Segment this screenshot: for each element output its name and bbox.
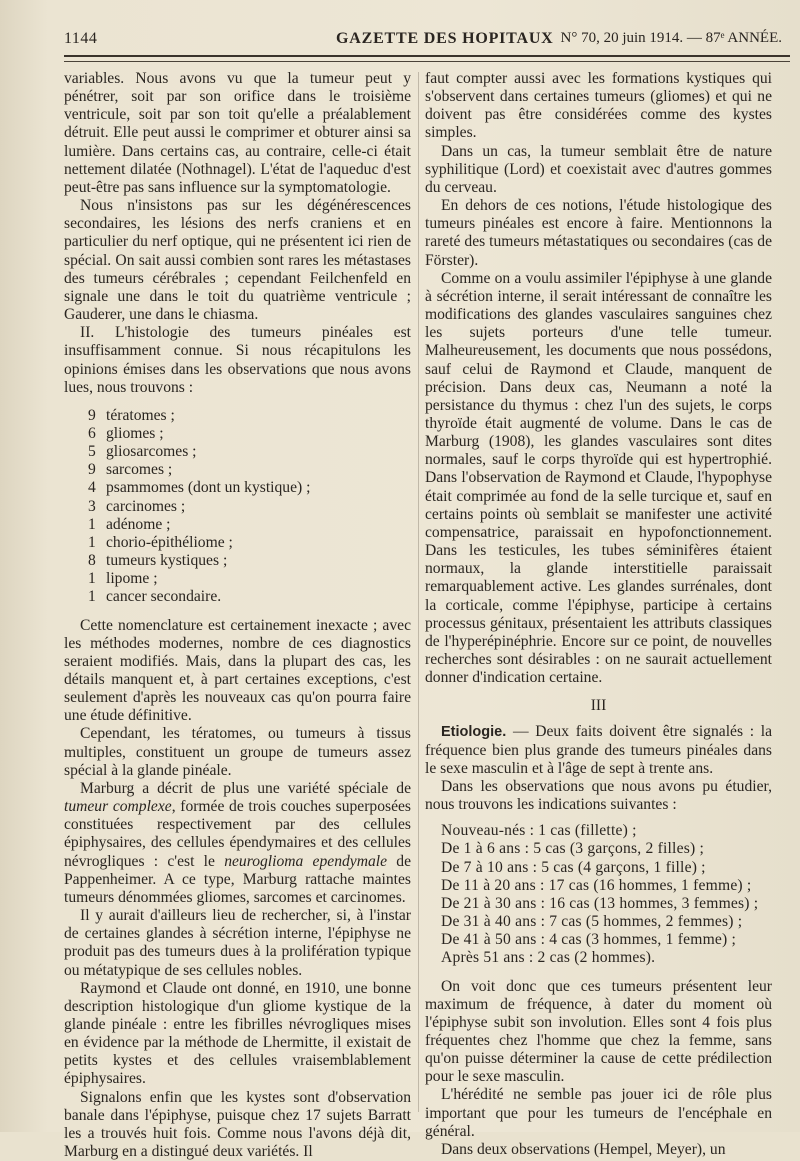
- list-item: [88, 552, 411, 570]
- list-label: carcinomes ;: [106, 497, 186, 515]
- journal-title: GAZETTE DES HOPITAUX: [336, 30, 554, 47]
- paragraph: faut compter aussi avec les formations kystiques qui s'observent dans certaines tumeurs (gliomes) et qui ne doivent pas être considérées comme des kystes simples.: [425, 70, 772, 142]
- list-item: [88, 570, 411, 588]
- list-label: tumeurs kystiques ;: [106, 552, 228, 570]
- list-item: [88, 461, 411, 479]
- list-count: 5: [88, 443, 96, 461]
- left-column: [64, 70, 411, 1161]
- list-item: [88, 498, 411, 516]
- paragraph: On voit donc que ces tumeurs présentent leur maximum de fréquence, à dater du moment où l'épiphyse subit son involution. Elles sont 4 fois plus fréquentes chez l'homme que chez la femme, sans qu'on puisse déterminer la cause de cette prédilection pour le sexe masculin.: [425, 977, 772, 1086]
- column-divider: [418, 72, 419, 1112]
- paragraph: Comme on a voulu assimiler l'épiphyse à une glande à sécrétion interne, il serait intéressant de connaître les modifications des glandes vasculaires sanguines chez les sujets porteurs d'une telle tumeur. Malheureusement, les documents que nous possédons, sauf celui de Raymond et Claude, manquent de précision. Dans deux cas, Neumann a noté la persistance du thymus : chez l'un des sujets, le corps thyroïde était augmenté de volume. Dans le cas de Marburg (1908), les glandes vasculaires sont dites normales, sauf le corps thyroïde qui est hypertrophié. Dans l'observation de Raymond et Claude, l'hypophyse était comprimée au fond de la selle turcique et, sauf en certains points où semblait se manifester une activité compensatrice, paraissait en hypofonctionnement. Dans les testicules, les tubes séminifères étaient normaux, la glande interstitielle paraissait remarquablement active. Les glandes surrénales, dont la corticale, comme l'épiphyse, participe à certains processus génitaux, présentaient les attributs classiques de l'hyperépinéphrie. Encore sur ce point, de nouvelles recherches sont désirables : on ne saurait actuellement donner d'indication certaine.: [425, 269, 772, 687]
- list-count: 1: [88, 533, 96, 551]
- page-number: 1144: [64, 30, 98, 47]
- page-header: [64, 30, 782, 52]
- paragraph: Raymond et Claude ont donné, en 1910, une bonne description histologique d'un gliome kystique de la glande pinéale : entre les fibrilles névrogliques mises en évidence par la méthode de Lhermitte, il existait de petits kystes et des cellules vraisemblablement épiphysaires.: [64, 979, 411, 1088]
- stat-row: De 11 à 20 ans : 17 cas (16 hommes, 1 femme) ;: [441, 876, 752, 894]
- list-item: [88, 516, 411, 534]
- section-heading: Etiologie.: [441, 724, 507, 741]
- list-item: [88, 407, 411, 425]
- paragraph: Cependant, les tératomes, ou tumeurs à tissus multiples, constituent un groupe de tumeurs assez spécial à la glande pinéale.: [64, 725, 411, 779]
- paragraph: [425, 723, 772, 777]
- list-label: psammomes (dont un kystique) ;: [106, 479, 311, 497]
- right-column: [425, 70, 772, 1159]
- stat-row: De 7 à 10 ans : 5 cas (4 garçons, 1 fille) ;: [441, 858, 706, 876]
- paragraph: [64, 780, 411, 907]
- stat-row: De 21 à 30 ans : 16 cas (13 hommes, 3 femmes) ;: [441, 894, 759, 912]
- list-item: [88, 443, 411, 461]
- stat-row: De 31 à 40 ans : 7 cas (5 hommes, 2 femmes) ;: [441, 913, 743, 931]
- list-item: [88, 479, 411, 497]
- stat-row: De 1 à 6 ans : 5 cas (3 garçons, 2 filles) ;: [441, 840, 704, 858]
- text-run: de Pappenheimer. A ce type, Marburg rattache maintes tumeurs dénommées gliomes, sarcomes et carcinomes.: [64, 852, 411, 906]
- list-count: 6: [88, 424, 96, 442]
- stat-row: Après 51 ans : 2 cas (2 hommes).: [441, 949, 656, 967]
- paragraph: II. L'histologie des tumeurs pinéales est insuffisamment connue. Si nous récapitulons les opinions émises dans les observations que nous avons lues, nous trouvons :: [64, 324, 411, 396]
- paragraph: Dans un cas, la tumeur semblait être de nature syphilitique (Lord) et coexistait avec d'autres gommes du cerveau.: [425, 142, 772, 196]
- list-label: gliomes ;: [106, 424, 164, 442]
- issue-info: N° 70, 20 juin 1914. — 87ᵉ ANNÉE.: [560, 30, 782, 46]
- italic-term: neuroglioma ependymale: [224, 852, 388, 870]
- list-label: adénome ;: [106, 515, 171, 533]
- list-count: 8: [88, 552, 96, 570]
- paragraph: variables. Nous avons vu que la tumeur peut y pénétrer, soit par son orifice dans le troisième ventricule, soit par son toit qu'elle a préalablement détruit. Elle peut aussi le comprimer et obturer ainsi sa lumière. Dans certains cas, au contraire, celle-ci était nettement dilatée (Nothnagel). L'état de l'aqueduc d'est peut-être pas sans influence sur la symptomatologie.: [64, 70, 411, 196]
- paragraph: Dans les observations que nous avons pu étudier, nous trouvons les indications suivantes :: [425, 777, 772, 814]
- paragraph: L'hérédité ne semble pas jouer ici de rôle plus important que pour les tumeurs de l'encéphale en général.: [425, 1086, 772, 1140]
- stat-row: Nouveau-nés : 1 cas (fillette) ;: [441, 822, 637, 840]
- list-label: cancer secondaire.: [106, 588, 222, 606]
- text-run: , formée de trois couches superposées constituées respectivement par des cellules épiphysaires, des cellules épendymaires et des cellules névrogliques : c'est le: [64, 798, 411, 870]
- header-rule-thick: [64, 55, 790, 57]
- age-statistics: [441, 822, 772, 967]
- text-run: Marburg a décrit de plus une variété spéciale de: [80, 779, 411, 797]
- list-label: sarcomes ;: [106, 461, 173, 479]
- list-count: 1: [88, 588, 96, 606]
- paragraph: Il y aurait d'ailleurs lieu de rechercher, si, à l'instar de certaines glandes à sécrétion interne, l'épiphyse ne produit pas des tumeurs dues à la prolifération typique ou métatypique de ses cellules nobles.: [64, 907, 411, 979]
- histology-list: [88, 407, 411, 607]
- italic-term: tumeur complexe: [64, 798, 172, 816]
- list-label: gliosarcomes ;: [106, 443, 197, 461]
- stat-row: De 41 à 50 ans : 4 cas (3 hommes, 1 femme) ;: [441, 931, 737, 949]
- paragraph: Nous n'insistons pas sur les dégénérescences secondaires, les lésions des nerfs craniens et en particulier du nerf optique, qui ne présentent ici rien de spécial. On sait aussi combien sont rares les métastases des tumeurs cérébrales ; cependant Feilchenfeld en signale une dans le toit du quatrième ventricule ; Gauderer, une dans le chiasma.: [64, 197, 411, 324]
- list-count: 9: [88, 461, 96, 479]
- list-count: 9: [88, 406, 96, 424]
- paragraph: En dehors de ces notions, l'étude histologique des tumeurs pinéales est encore à faire. Mentionnons la rareté des tumeurs métastatiques ou secondaires (cas de Förster).: [425, 197, 772, 269]
- list-item: [88, 425, 411, 443]
- list-count: 1: [88, 515, 96, 533]
- paragraph: Cette nomenclature est certainement inexacte ; avec les méthodes modernes, nombre de ces diagnostics seraient modifiés. Mais, dans la plupart des cas, les détails manquent et, à part certaines exceptions, c'est seulement d'après les nouveaux cas qu'on pourra faire une étude définitive.: [64, 616, 411, 725]
- paragraph: Signalons enfin que les kystes sont d'observation banale dans l'épiphyse, puisque chez 17 sujets Barratt les a trouvés huit fois. Comme nous l'avons déjà dit, Marburg en a distingué deux variétés. Il: [64, 1088, 411, 1161]
- list-label: tératomes ;: [106, 406, 175, 424]
- list-count: 1: [88, 570, 96, 588]
- list-label: chorio-épithéliome ;: [106, 533, 233, 551]
- text-run: — Deux faits doivent être signalés : la fréquence bien plus grande des tumeurs pinéales dans le sexe masculin et à l'âge de sept à trente ans.: [425, 723, 772, 777]
- list-item: [88, 534, 411, 552]
- section-number: III: [590, 697, 607, 715]
- list-label: lipome ;: [106, 570, 158, 588]
- list-count: 3: [88, 497, 96, 515]
- header-rule-thin: [64, 61, 790, 62]
- list-item: [88, 588, 411, 606]
- list-count: 4: [88, 479, 96, 497]
- paragraph: Dans deux observations (Hempel, Meyer), un: [441, 1140, 726, 1158]
